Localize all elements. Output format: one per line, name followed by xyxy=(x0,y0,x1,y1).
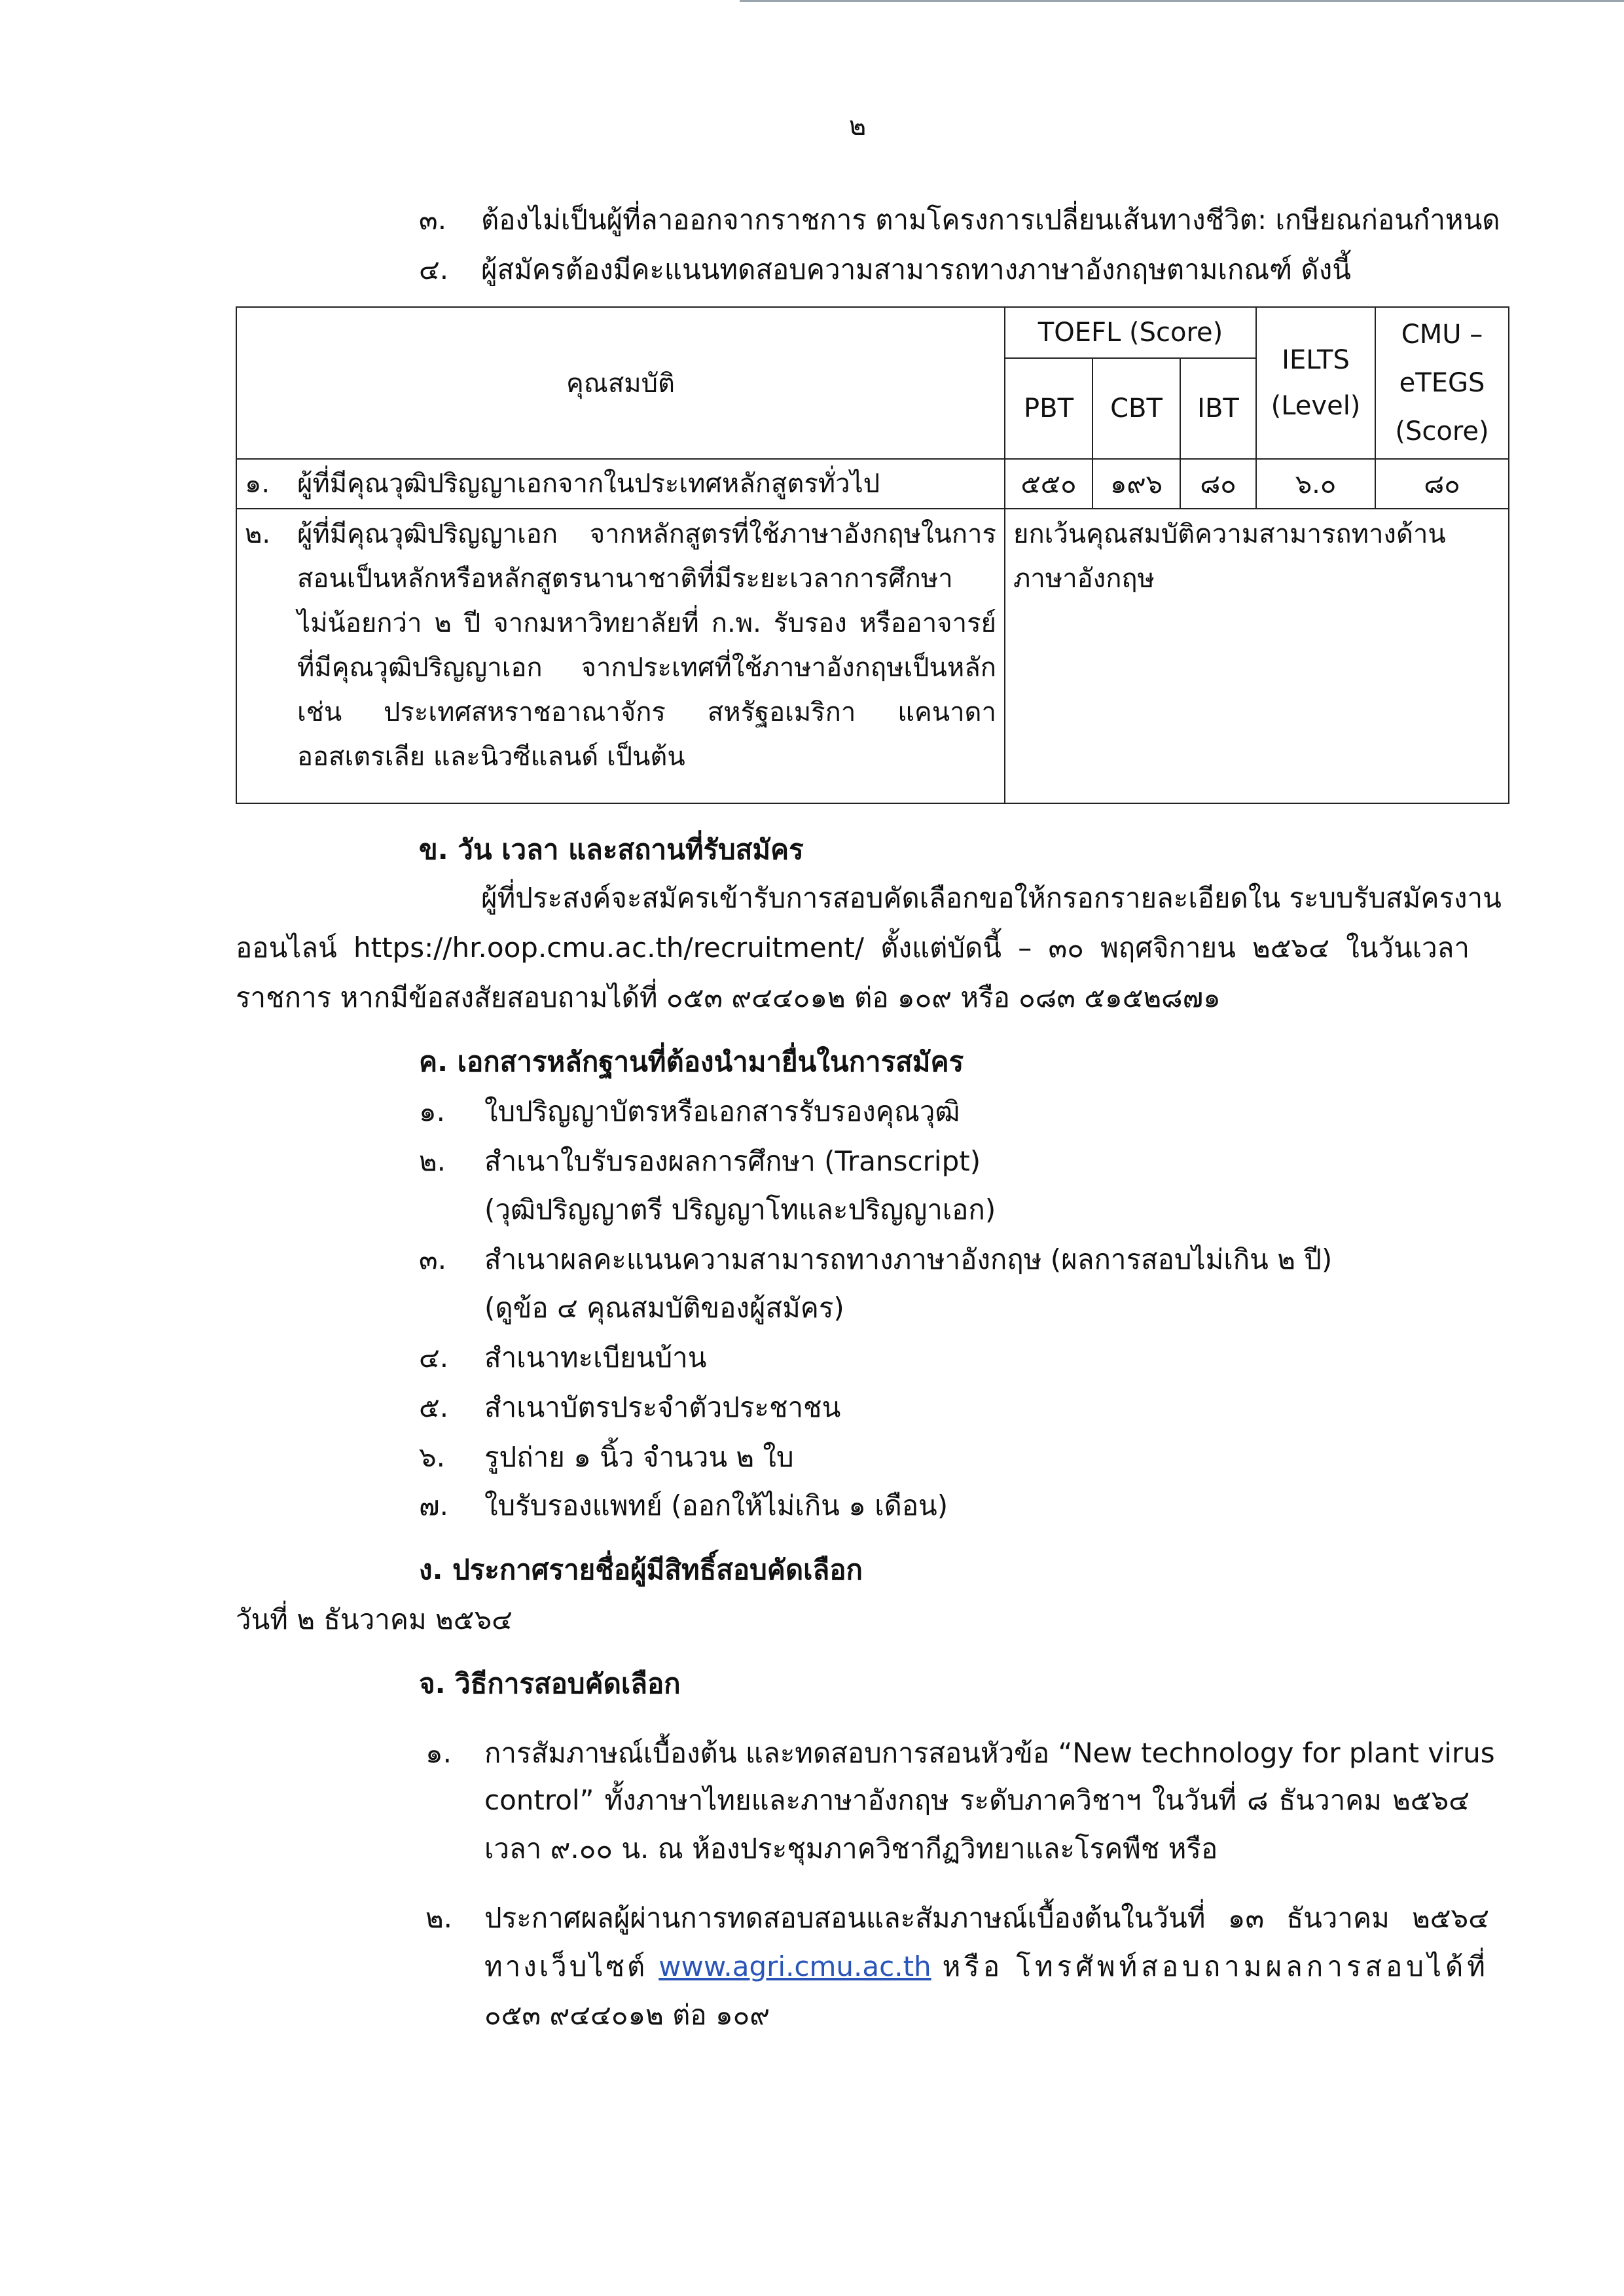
header-cmu-line: eTEGS xyxy=(1399,368,1485,398)
section-heading-selection-method: จ. วิธีการสอบคัดเลือก xyxy=(419,1667,681,1700)
qualification-line: ที่มีคุณวุฒิปริญญาเอก จากประเทศที่ใช้ภาษาอังกฤษเป็นหลัก xyxy=(297,653,996,683)
section-heading-documents: ค. เอกสารหลักฐานที่ต้องนำมายื่นในการสมัคร xyxy=(419,1046,964,1078)
method-text-fragment: หรือ โทรศัพท์สอบถามผลการสอบได้ที่ xyxy=(942,1950,1489,1982)
condition-text: ผู้สมัครต้องมีคะแนนทดสอบความสามารถทางภาษาอังกฤษตามเกณฑ์ ดังนี้ xyxy=(481,253,1351,285)
document-number: ๖. xyxy=(419,1441,446,1473)
document-number: ๔. xyxy=(419,1341,449,1374)
page-number: ๒ xyxy=(848,111,867,141)
qualification-text: ผู้ที่มีคุณวุฒิปริญญาเอกจากในประเทศหลักสูตรทั่วไป xyxy=(297,469,880,499)
announcement-date: วันที่ ๒ ธันวาคม ๒๕๖๔ xyxy=(236,1603,513,1635)
qualification-cell xyxy=(236,459,1005,509)
method-number: ๒. xyxy=(425,1902,453,1934)
section-heading-application: ข. วัน เวลา และสถานที่รับสมัคร xyxy=(419,833,804,866)
row-number: ๑. xyxy=(245,469,270,499)
exemption-cell xyxy=(1005,509,1509,803)
score-ielts: ๖.๐ xyxy=(1256,459,1375,509)
application-text-line: ราชการ หากมีข้อสงสัยสอบถามได้ที่ ๐๕๓ ๙๔๔๐๑๒ ต่อ ๑๐๙ หรือ ๐๘๓ ๕๑๕๒๘๗๑ xyxy=(236,981,1221,1013)
condition-number: ๔. xyxy=(419,253,449,285)
table-row xyxy=(236,459,1509,509)
document-item-note: (วุฒิปริญญาตรี ปริญญาโทและปริญญาเอก) xyxy=(484,1194,996,1226)
condition-text: ต้องไม่เป็นผู้ที่ลาออกจากราชการ ตามโครงการเปลี่ยนเส้นทางชีวิต: เกษียณก่อนกำหนด xyxy=(481,204,1500,236)
header-ibt: IBT xyxy=(1180,358,1256,459)
header-cbt: CBT xyxy=(1092,358,1180,459)
method-text-line: เวลา ๙.๐๐ น. ณ ห้องประชุมภาควิชากีฏวิทยาและโรคพืช หรือ xyxy=(484,1832,1218,1865)
header-pbt: PBT xyxy=(1005,358,1092,459)
qualification-line: สอนเป็นหลักหรือหลักสูตรนานาชาติที่มีระยะเวลาการศึกษา xyxy=(297,564,953,594)
application-text-line: ผู้ที่ประสงค์จะสมัครเข้ารับการสอบคัดเลือกขอให้กรอกรายละเอียดใน ระบบรับสมัครงาน xyxy=(481,882,1502,914)
qualification-line: เช่น ประเทศสหราชอาณาจักร สหรัฐอเมริกา แคนาดา xyxy=(297,697,996,727)
method-text-line xyxy=(484,1948,1489,1985)
method-text-line: ประกาศผลผู้ผ่านการทดสอบสอนและสัมภาษณ์เบื้องต้นในวันที่ ๑๓ ธันวาคม ๒๕๖๔ xyxy=(484,1902,1489,1934)
score-cbt: ๑๙๖ xyxy=(1092,459,1180,509)
top-border-line xyxy=(740,0,1624,2)
document-number: ๗. xyxy=(419,1489,448,1522)
document-number: ๕. xyxy=(419,1391,449,1423)
document-item: สำเนาผลคะแนนความสามารถทางภาษาอังกฤษ (ผลการสอบไม่เกิน ๒ ปี) xyxy=(484,1243,1333,1275)
score-pbt: ๕๕๐ xyxy=(1005,459,1092,509)
document-item: ใบรับรองแพทย์ (ออกให้ไม่เกิน ๑ เดือน) xyxy=(484,1489,948,1522)
qualification-line: ไม่น้อยกว่า ๒ ปี จากมหาวิทยาลัยที่ ก.พ. รับรอง หรืออาจารย์ xyxy=(297,608,996,638)
method-number: ๑. xyxy=(425,1737,452,1769)
exemption-line: ภาษาอังกฤษ xyxy=(1013,564,1155,594)
document-item: สำเนาทะเบียนบ้าน xyxy=(484,1341,707,1374)
document-number: ๒. xyxy=(419,1145,446,1177)
method-text-line: ๐๕๓ ๙๔๔๐๑๒ ต่อ ๑๐๙ xyxy=(484,1999,770,2031)
header-toefl: TOEFL (Score) xyxy=(1005,307,1256,358)
condition-number: ๓. xyxy=(419,204,447,236)
method-text-line: control” ทั้งภาษาไทยและภาษาอังกฤษ ระดับภาควิชาฯ ในวันที่ ๘ ธันวาคม ๒๕๖๔ xyxy=(484,1784,1470,1816)
header-ielts xyxy=(1256,307,1375,459)
qualification-line: ผู้ที่มีคุณวุฒิปริญญาเอก จากหลักสูตรที่ใช้ภาษาอังกฤษในการ xyxy=(297,519,996,549)
document-item: สำเนาใบรับรองผลการศึกษา (Transcript) xyxy=(484,1145,981,1177)
document-number: ๑. xyxy=(419,1095,446,1127)
header-cmu-line: (Score) xyxy=(1395,416,1489,446)
method-text-line: การสัมภาษณ์เบื้องต้น และทดสอบการสอนหัวข้อ “New technology for plant virus xyxy=(484,1737,1495,1769)
qualification-cell xyxy=(236,509,1005,803)
header-cmu-etegs xyxy=(1375,307,1509,459)
row-number: ๒. xyxy=(245,519,271,549)
table-row xyxy=(236,509,1509,803)
english-requirements-table xyxy=(236,306,1509,804)
score-ibt: ๘๐ xyxy=(1180,459,1256,509)
header-qualification: คุณสมบัติ xyxy=(236,307,1005,459)
document-number: ๓. xyxy=(419,1243,447,1275)
header-ielts-line: IELTS xyxy=(1282,345,1350,375)
document-item: สำเนาบัตรประจำตัวประชาชน xyxy=(484,1391,841,1423)
qualification-line: ออสเตรเลีย และนิวซีแลนด์ เป็นต้น xyxy=(297,742,685,772)
header-ielts-line: (Level) xyxy=(1271,391,1361,421)
header-cmu-line: CMU – xyxy=(1401,319,1483,350)
method-text-fragment: ทางเว็บไซต์ xyxy=(484,1950,648,1982)
exemption-line: ยกเว้นคุณสมบัติความสามารถทางด้าน xyxy=(1013,519,1446,549)
section-heading-announcement: ง. ประกาศรายชื่อผู้มีสิทธิ์สอบคัดเลือก xyxy=(419,1554,863,1586)
document-item-note: (ดูข้อ ๔ คุณสมบัติของผู้สมัคร) xyxy=(484,1292,844,1324)
score-cmu: ๘๐ xyxy=(1375,459,1509,509)
document-item: รูปถ่าย ๑ นิ้ว จำนวน ๒ ใบ xyxy=(484,1441,794,1473)
application-text-line: ออนไลน์ https://hr.oop.cmu.ac.th/recruitment/ ตั้งแต่บัดนี้ – ๓๐ พฤศจิกายน ๒๕๖๔ ในวันเวลา xyxy=(236,932,1470,964)
website-link[interactable]: www.agri.cmu.ac.th xyxy=(659,1950,931,1982)
document-item: ใบปริญญาบัตรหรือเอกสารรับรองคุณวุฒิ xyxy=(484,1095,960,1127)
